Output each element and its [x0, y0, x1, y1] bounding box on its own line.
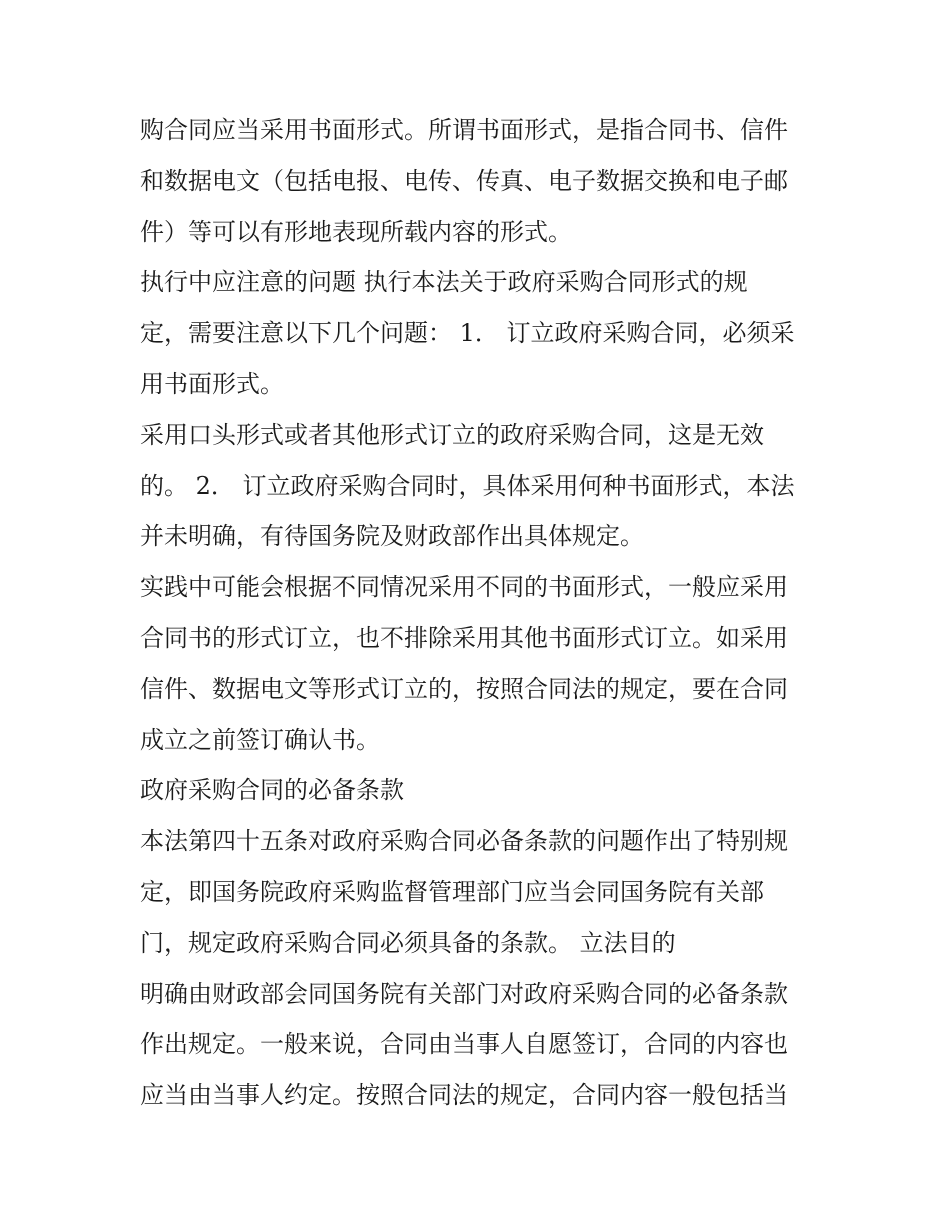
text-line: 明确由财政部会同国务院有关部门对政府采购合同的必备条款	[140, 979, 788, 1008]
text-line: 作出规定。一般来说，合同由当事人自愿签订，合同的内容也	[140, 1030, 788, 1059]
text-line: 购合同应当采用书面形式。所谓书面形式，是指合同书、信件	[140, 116, 788, 144]
text-line: 信件、数据电文等形式订立的，按照合同法的规定，要在合同	[140, 674, 788, 703]
text-line: 的。 2． 订立政府采购合同时，具体采用何种书面形式，本法	[140, 471, 795, 500]
text-line: 应当由当事人约定。按照合同法的规定，合同内容一般包括当	[140, 1081, 788, 1110]
text-line: 本法第四十五条对政府采购合同必备条款的问题作出了特别规	[140, 827, 788, 856]
text-line: 定，需要注意以下几个问题： 1． 订立政府采购合同，必须采	[140, 319, 795, 348]
text-line: 用书面形式。	[140, 369, 284, 398]
text-line: 采用口头形式或者其他形式订立的政府采购合同，这是无效	[140, 420, 764, 449]
document-body	[140, 105, 820, 1121]
text-line: 和数据电文（包括电报、电传、传真、电子数据交换和电子邮	[140, 166, 788, 195]
text-line: 成立之前签订确认书。	[140, 725, 380, 754]
text-line: 门，规定政府采购合同必须具备的条款。 立法目的	[140, 928, 676, 957]
text-line: 执行中应注意的问题 执行本法关于政府采购合同形式的规	[140, 268, 748, 297]
text-line: 合同书的形式订立，也不排除采用其他书面形式订立。如采用	[140, 623, 788, 652]
text-line: 定，即国务院政府采购监督管理部门应当会同国务院有关部	[140, 877, 764, 906]
text-line: 实践中可能会根据不同情况采用不同的书面形式，一般应采用	[140, 573, 788, 602]
section-heading: 政府采购合同的必备条款	[140, 776, 404, 805]
text-line: 件）等可以有形地表现所载内容的形式。	[140, 217, 572, 246]
text-line: 并未明确，有待国务院及财政部作出具体规定。	[140, 522, 644, 551]
